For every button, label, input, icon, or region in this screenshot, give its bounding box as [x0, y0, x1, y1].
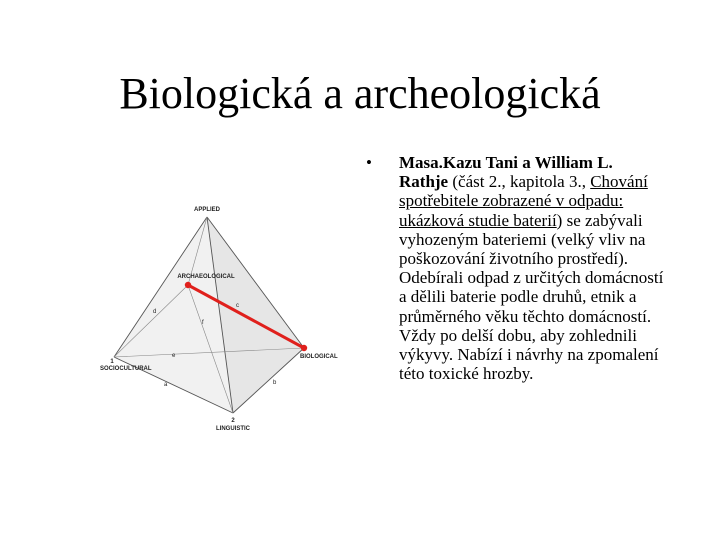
bullet-body: ) se zabývali vyhozeným bateriemi (velký vliv na poškozování životního prostředí). Odebírali odpad z určitých domácností a dělili baterie podle druhů, etnik a průměrného věku těchto domácností. Vždy po delší dobu, aby zohlednili výkyvy. Nabízí i návrhy na zpomalení této toxické hrozby. — [399, 210, 664, 384]
bullet-source-title: Chování spotřebitele zobrazené v odpadu: ukázková studie baterií — [399, 172, 648, 230]
number-sociocultural: 1 — [110, 359, 114, 365]
label-applied: APPLIED — [193, 207, 221, 213]
label-edge-e: e — [172, 353, 176, 359]
label-archaeological: ARCHAEOLOGICAL — [177, 274, 235, 280]
bullet-text — [399, 153, 666, 383]
bullet-marker: • — [366, 153, 372, 172]
label-linguistic: LINGUISTIC — [216, 426, 250, 432]
slide-title: Biologická a archeologická — [119, 69, 601, 118]
label-edge-d: d — [153, 309, 157, 315]
anthropology-tetrahedron-diagram — [96, 200, 356, 440]
archaeological-dot — [185, 282, 191, 288]
bullet-source-intro: (část 2., kapitola 3., — [448, 172, 591, 192]
tetrahedron-svg — [96, 200, 356, 440]
label-edge-a: a — [164, 382, 168, 388]
label-edge-f: f — [202, 320, 204, 326]
label-edge-c: c — [236, 303, 239, 309]
label-edge-b: b — [273, 380, 277, 386]
label-sociocultural: SOCIOCULTURAL — [100, 366, 152, 372]
bullet-authors: Masa.Kazu Tani a William L. Rathje — [399, 153, 613, 192]
bullet-item — [366, 153, 666, 383]
number-linguistic: 2 — [231, 418, 235, 424]
label-biological: BIOLOGICAL — [300, 354, 338, 360]
biological-dot — [301, 345, 307, 351]
